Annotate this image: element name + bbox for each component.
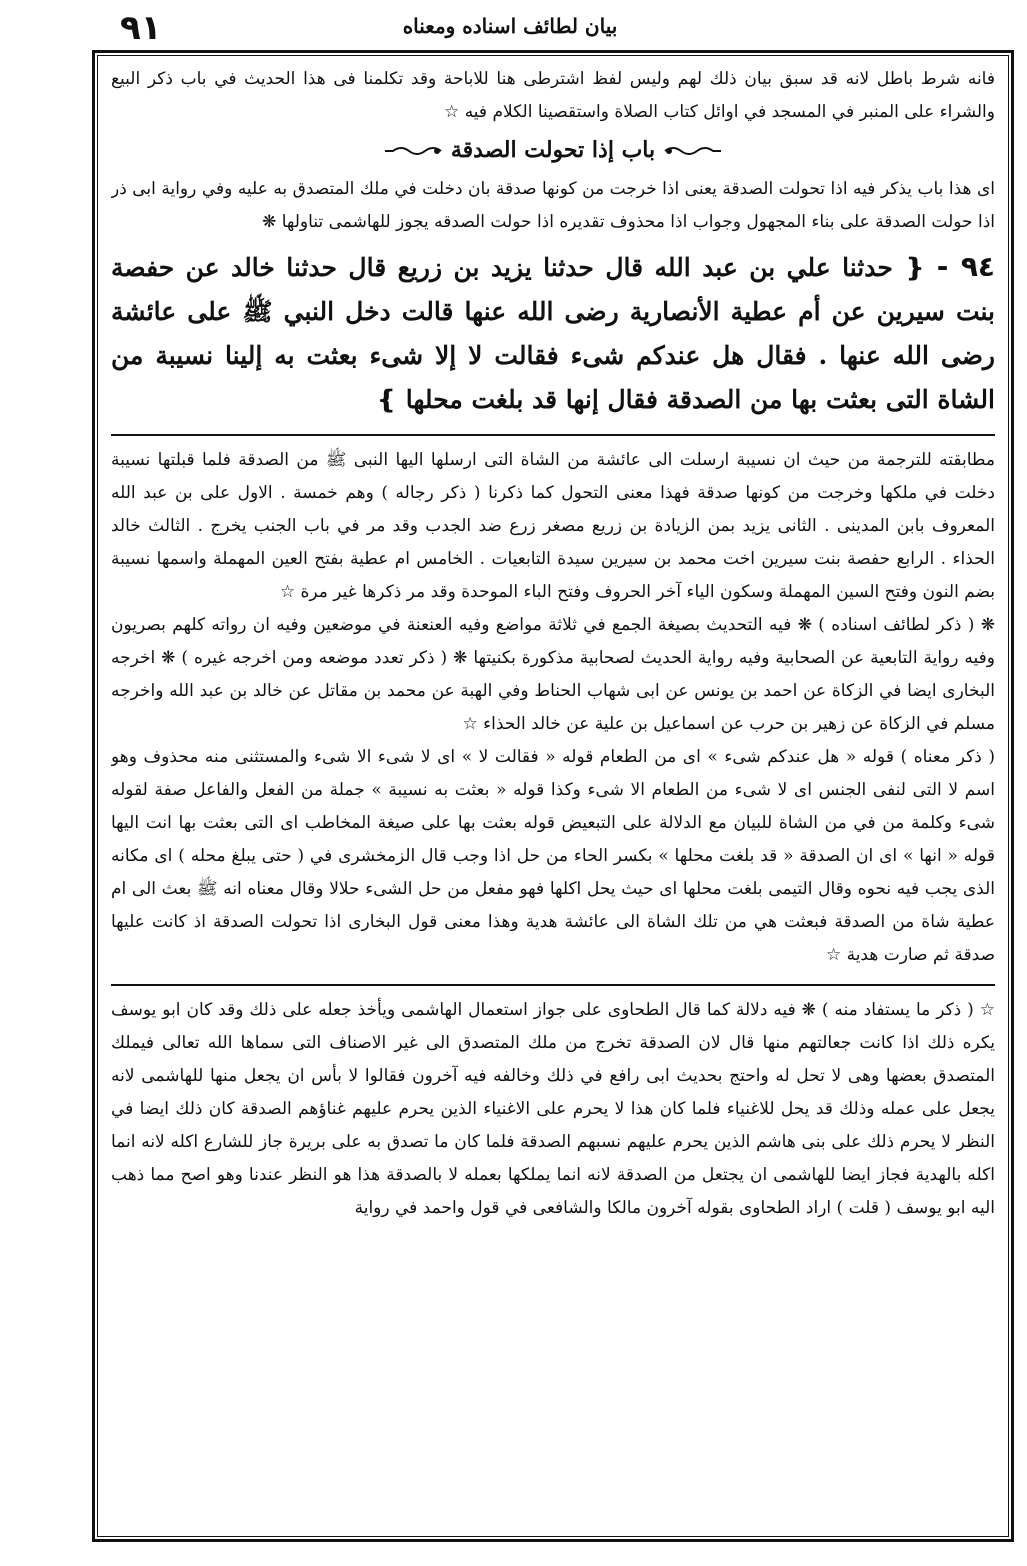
commentary-paragraph: مطابقته للترجمة من حيث ان نسيبة ارسلت الى عائشة من الشاة التى ارسلها اليها النبى ﷺ من الصدقة فلما قبلتها نسيبة دخلت في ملكها وخرجت من كونها صدقة فهذا معنى التحول كما ذكرنا ( ذكر رجاله ) وهم خمسة . الاول على بن عبد الله المعروف بابن المدينى . الثانى يزيد بمن الزيادة بن زريع مصغر زرع ضد الجدب وقد مر في باب الجنب يخرج . الثالث خالد الحذاء . الرابع حفصة بنت سيرين اخت محمد بن سيرين سيدة التابعيات . الخامس ام عطية بفتح العين المهملة واسمها نسيبة بضم النون وفتح السين المهملة وسكون الياء آخر الحروف وفتح الباء الموحدة وقد مر ذكرها غير مرة ☆ [111, 450, 995, 602]
section-divider [111, 434, 995, 436]
hadith-text [111, 245, 995, 422]
commentary-paragraph: ( ذكر معناه ) قوله « هل عندكم شىء » اى من الطعام قوله « فقالت لا » اى لا شىء الا شىء والمستثنى منه محذوف وهو اسم لا التى لنفى الجنس اى لا شىء من الطعام الا شىء وكذا قوله « بعثت به نسيبة » جملة من الفعل والفاعل صفة لقوله شىء وكلمة من في من الشاة للبيان مع الدلالة على التبعيض قوله بعثت بها على صيغة المخاطب اى التى بعثت بها انت اليها قوله « انها » اى ان الصدقة « قد بلغت محلها » بكسر الحاء من حل اذا وجب قال الزمخشرى في ( حتى يبلغ محله ) اى مكانه الذى يجب فيه نحوه وقال التيمى بلغت محلها اى حيث يحل اكلها فهو مفعل من حل الشىء حلالا وقال معناه انه ﷺ بعث الى ام عطية شاة من الصدقة فبعثت هي من تلك الشاة الى عائشة هدية وهذا معنى قول البخارى اذا تحولت الصدقة اذ كانت عليها صدقة ثم صارت هدية ☆ [111, 747, 995, 965]
page-content [111, 63, 995, 1529]
intro-paragraph: فانه شرط باطل لانه قد سبق بيان ذلك لهم وليس لفظ اشترطى هنا للاباحة وقد تكلمنا فى هذا الحديث في باب ذكر البيع والشراء على المنبر في المسجد في اوائل كتاب الصلاة واستقصينا الكلام فيه ☆ [111, 69, 995, 122]
running-header: بيان لطائف اسناده ومعناه [402, 14, 618, 38]
chapter-explanation: اى هذا باب يذكر فيه اذا تحولت الصدقة يعنى اذا خرجت من كونها صدقة بان دخلت في ملك المتصدق به عليه وفي رواية ابى ذر اذا حولت الصدقة على بناء المجهول وجواب اذا محذوف تقديره اذا حولت الصدقه يجوز للهاشمى تناولها ❋ [111, 179, 995, 232]
page-number: ٩١ [120, 8, 162, 48]
left-ornament-icon [663, 145, 723, 157]
hadith-number: ٩٤ - [936, 250, 995, 283]
chapter-heading [111, 137, 995, 163]
section-divider [111, 984, 995, 986]
commentary-paragraph: ❋ ( ذكر لطائف اسناده ) ❋ فيه التحديث بصيغة الجمع في ثلاثة مواضع وفيه العنعنة في موضعين وفيه ان رواته كلهم بصريون وفيه رواية التابعية عن الصحابية وفيه رواية الحديث لصحابية مذكورة بكنيتها ❋ ( ذكر تعدد موضعه ومن اخرجه غيره ) ❋ اخرجه البخارى ايضا في الزكاة عن احمد بن يونس عن ابى شهاب الحناط وفي الهبة عن محمد بن مقاتل عن خالد بن عبد الله واخرجه مسلم في الزكاة عن زهير بن حرب عن اسماعيل بن علية عن خالد الحذاء ☆ [111, 615, 995, 734]
right-ornament-icon [383, 145, 443, 157]
chapter-title: باب إذا تحولت الصدقة [450, 137, 656, 163]
commentary-paragraph: ☆ ( ذكر ما يستفاد منه ) ❋ فيه دلالة كما قال الطحاوى على جواز استعمال الهاشمى ويأخذ جعله على ذلك وقد كان ابو يوسف يكره ذلك اذا كانت جعالتهم منها قال لان الصدقة تخرج من ملك المتصدق الى غير الاصناف التى سماها الله تعالى فيملك المتصدق بعضها وهى لا تحل له واحتج بحديث ابى رافع في ذلك وخالفه فيه آخرون فقالوا لا بأس ان يجعل منها للهاشمى لانه يجعل على عمله وذلك قد يحل للاغنياء فلما كان هذا لا يحرم على الاغنياء الذين يحرم عليهم غناؤهم الصدقة كان ذلك ايضا في النظر لا يحرم ذلك على بنى هاشم الذين يحرم عليهم نسبهم الصدقة فلما كان ما تصدق به على بريرة جاز للشارع اكله لانه انما اكله بالهدية فجاز ايضا للهاشمى ان يجتعل من الصدقة لانه انما يملكها بعمله لا بالصدقة هذا هو النظر عندنا وهو اصح مما ذهب اليه ابو يوسف ( قلت ) اراد الطحاوى بقوله آخرون مالكا والشافعى في قول واحمد في رواية [111, 1000, 995, 1218]
page-frame [92, 50, 1014, 1542]
hadith-body: ❴ حدثنا علي بن عبد الله قال حدثنا يزيد بن زريع قال حدثنا خالد عن حفصة بنت سيرين عن أم عطية الأنصارية رضى الله عنها قالت دخل النبي ﷺ على عائشة رضى الله عنها . فقال هل عندكم شىء فقالت لا إلا شىء بعثت به إلينا نسيبة من الشاة التى بعثت بها من الصدقة فقال إنها قد بلغت محلها ❵ [111, 253, 995, 414]
